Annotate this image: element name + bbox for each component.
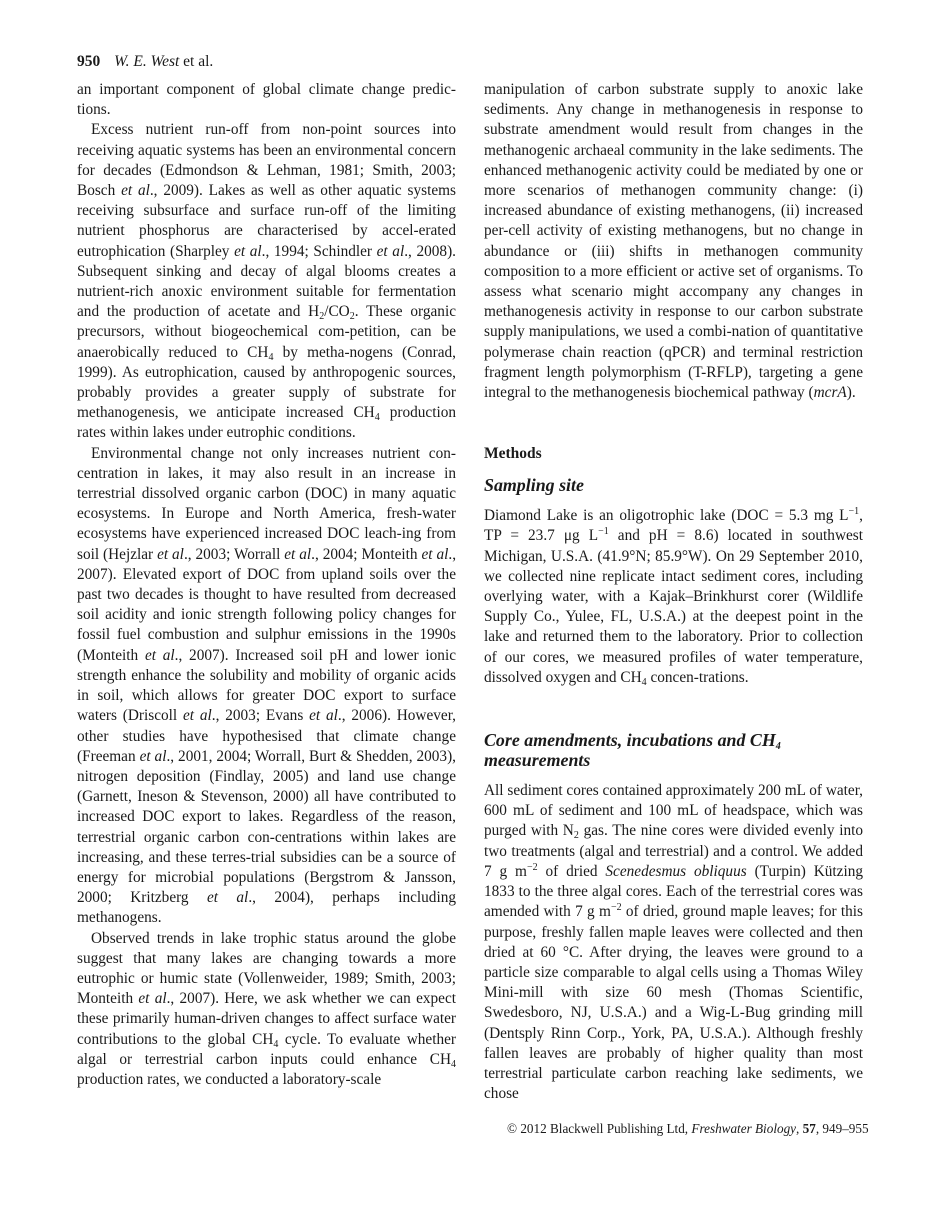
paragraph-intro-continuation: an important component of global climate change predic-tions.: [77, 81, 456, 119]
paragraph-sampling-site: Diamond Lake is an oligotrophic lake (DOC = 5.3 mg $L^{-1}$, TP = 23.7 μg $L^{-1}$ and pH = 8.6) located in southwest Michigan, U.S.A. (41.9°N; 85.9°W). On 29 September 2010, we collected nine replicate intact sediment cores, including overlying water, with a Kajak–Brinkhurst corer (Wildlife Supply Co., Yulee, FL, U.S.A.) at the deepest point in the lake and returned them to the laboratory. Prior to collection of our cores, we measured profiles of water temperature, dissolved oxygen and $CH_4$ concen-trations.: [484, 506, 863, 688]
section-heading-methods: Methods: [484, 445, 542, 463]
paragraph-environmental-change: Environmental change not only increases nutrient con-centration in lakes, it may also result in an increase in terrestrial dissolved organic carbon (DOC) in many aquatic ecosystems. In Europe and North America, fresh-water ecosystems have experienced increased DOC leach-ing from soil (Hejzlar et al., 2003; Worrall et al., 2004; Monteith et al., 2007). Elevated export of DOC from upland soils over the past two decades is thought to have resulted from decreased soil acidity and ionic strength following policy changes for fossil fuel combustion and sulphur emissions in the 1990s (Monteith et al., 2007). Increased soil pH and lower ionic strength enhance the solubility and mobility of organic acids in soil, which allows for greater DOC export to surface waters (Driscoll et al., 2003; Evans et al., 2006). However, other studies have hypothesised that climate change (Freeman et al., 2001, 2004; Worrall, Burt & Shedden, 2003), nitrogen deposition (Findlay, 2005) and land use change (Garnett, Ineson & Stevenson, 2000) all have contributed to increased DOC export to lakes. Regardless of the reason, terrestrial organic carbon con-centrations within lakes are increasing, and these terres-trial subsidies can be a source of energy for microbial populations (Bergstrom & Jansson, 2000; Kritzberg et al., 2004), perhaps including methanogens.: [77, 444, 457, 927]
subsection-heading-core-amendments: Core amendments, incubations and $CH_4$ measurements: [484, 730, 781, 771]
journal-name: Freshwater Biology: [691, 1121, 797, 1136]
paragraph-carbon-manipulation: manipulation of carbon substrate supply to anoxic lake sediments. Any change in methanogenesis in response to substrate amendment would result from changes in the methanogenic archaeal community in the lake sediments. The enhanced methanogenic activity could be mediated by one or more scenarios of methanogen community change: (i) increased abundance of existing methanogens, (ii) increased per-cell activity of existing methanogens, but no change in abundance or (iii) shifts in methanogen community composition to a more efficient or active set of organisms. To assess what scenario might accompany any changes in methanogenesis activity in response to our carbon substrate supply manipulations, we used a combi-nation of quantitative polymerase chain reaction (qPCR) and terminal restriction fragment length polymorphism (T-RFLP), targeting a gene integral to the methanogenesis biochemical pathway (mcrA).: [484, 81, 863, 402]
subsection-heading-sampling-site: Sampling site: [484, 475, 584, 496]
paragraph-nutrient-runoff: Excess nutrient run-off from non-point sources into receiving aquatic systems has been an environmental concern for decades (Edmondson & Lehman, 1981; Smith, 2003; Bosch et al., 2009). Lakes as well as other aquatic systems receiving subsurface and surface run-off of the limiting nutrient phosphorus are characterised by accel-erated eutrophication (Sharpley et al., 1994; Schindler et al., 2008). Subsequent sinking and decay of algal blooms creates a nutrient-rich anoxic environment suitable for fermentation and the production of acetate and $H_2/CO_2$. These organic precursors, without biogeochemical com-petition, can be anaerobically reduced to $CH_4$ by metha-nogens (Conrad, 1999). As eutrophication, caused by anthropogenic sources, probably provides a greater supply of substrate for methanogenesis, we anticipate increased $CH_4$ production rates within lakes under eutrophic conditions.: [77, 121, 456, 442]
paragraph-core-amendments: All sediment cores contained approximately 200 mL of water, 600 mL of sediment and 100 mL of headspace, which was purged with $N_2$ gas. The nine cores were divided evenly into two treatments (algal and terrestrial) and a control. We added 7 g $m^{-2}$ of dried Scenedesmus obliquus (Turpin) Kützing 1833 to the three algal cores. Each of the terrestrial cores was amended with 7 g $m^{-2}$ of dried, ground maple leaves; for this purpose, freshly fallen maple leaves were collected and then dried at 60 °C. After drying, the leaves were ground to a particle size comparable to algal cells using a Thomas Wiley Mini-mill with size 60 mesh (Thomas Scientific, Swedesboro, NJ, U.S.A.) and a Wig-L-Bug grinding mill (Dentsply Rinn Corp., York, PA, U.S.A.). Although freshly fallen leaves are probably of higher quality than most terrestrial particulate carbon reaching lake sediments, we chose: [484, 782, 864, 1103]
paragraph-observed-trends: Observed trends in lake trophic status around the globe suggest that many lakes are changing towards a more eutrophic or humic state (Vollenweider, 1989; Smith, 2003; Monteith et al., 2007). Here, we ask whether we can expect these primarily human-driven changes to affect surface water contributions to the global $CH_4$ cycle. To evaluate whether algal or terrestrial carbon inputs could enhance $CH_4$ production rates, we conducted a laboratory-scale: [77, 929, 456, 1088]
running-head-authors: W. E. West et al.: [114, 53, 214, 70]
right-column: [484, 80, 863, 1104]
left-column: [77, 80, 456, 1090]
page-number: 950: [77, 53, 101, 70]
running-head: [77, 52, 213, 72]
volume-number: 57: [802, 1121, 816, 1136]
copyright-footer: © 2012 Blackwell Publishing Ltd, Freshwater Biology, 57, 949–955: [507, 1121, 869, 1136]
